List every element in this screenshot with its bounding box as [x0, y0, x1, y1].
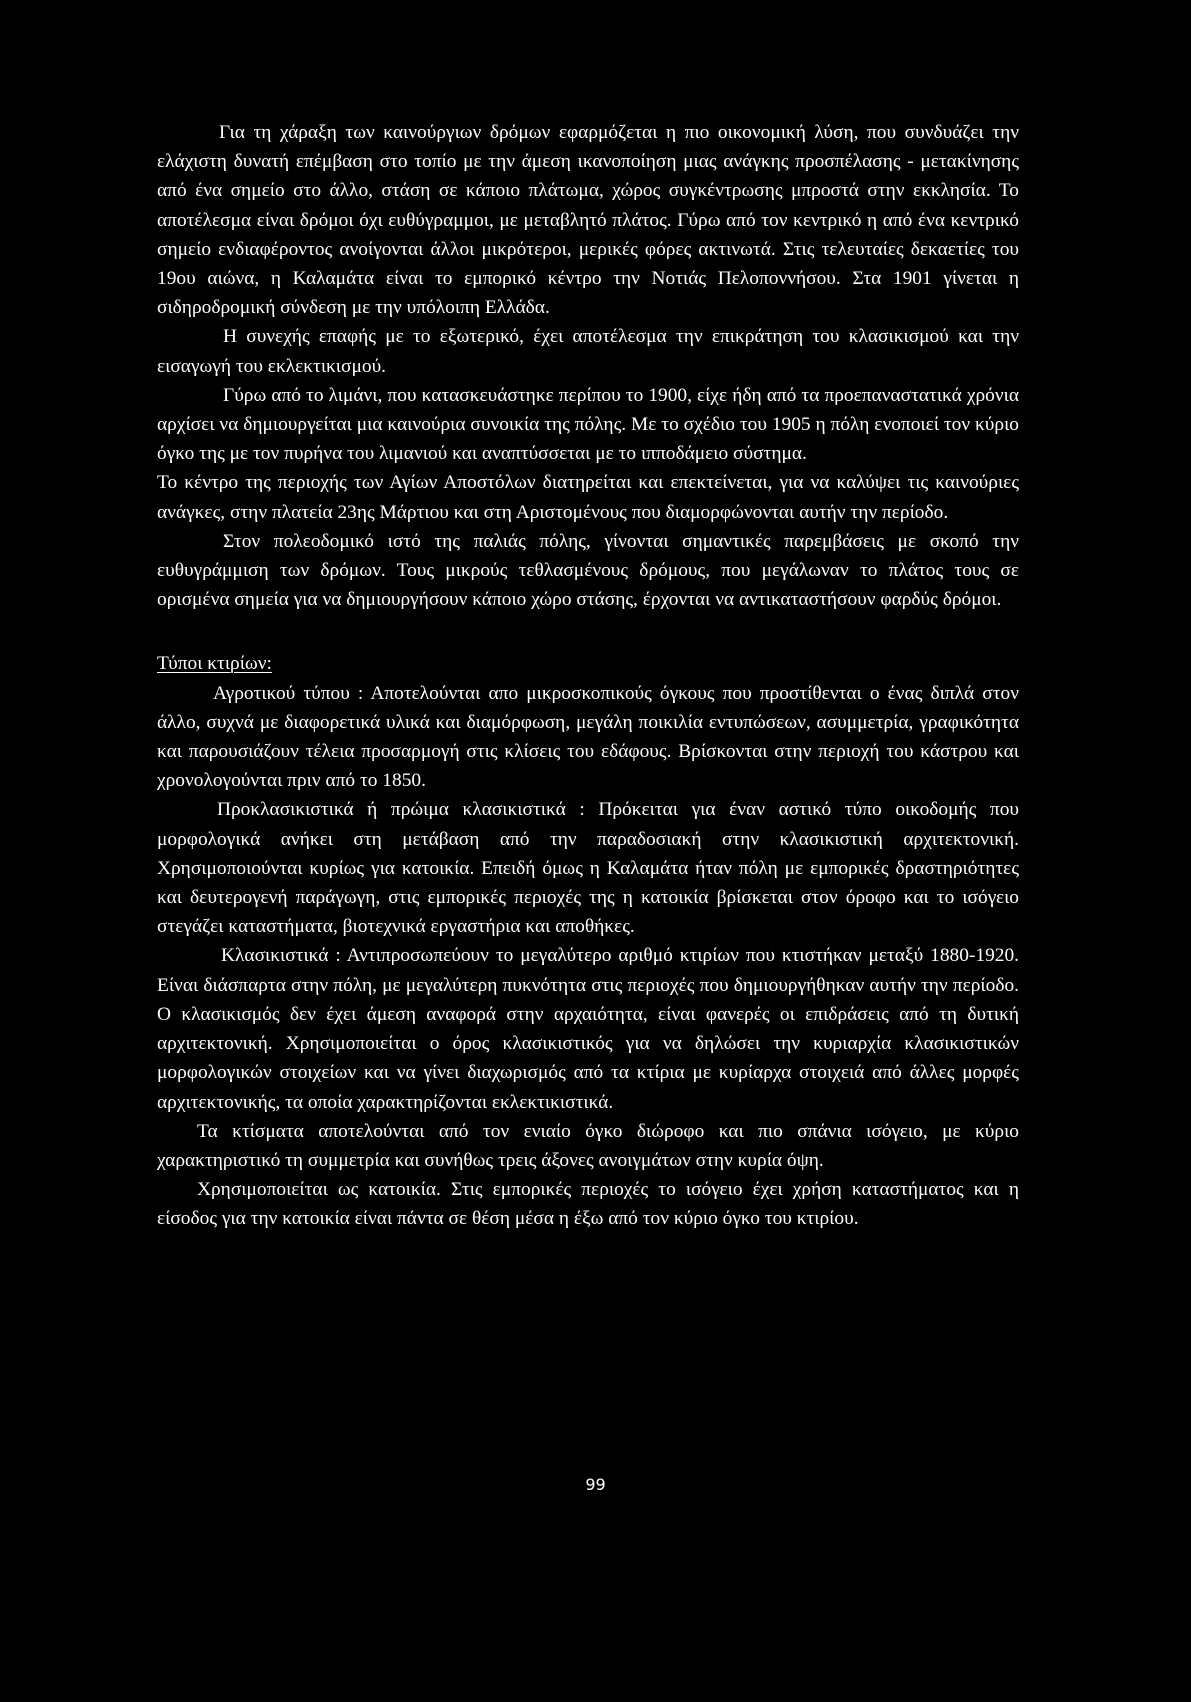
- paragraph-rural-type: Αγροτικού τύπου : Αποτελούνται απο μικροσκοπικούς όγκους που προστίθενται ο ένας διπλά στον άλλο, συχνά με διαφορετικά υλικά και διαμόρφωση, μεγάλη ποικιλία εντυπώσεων, ασυμμετρία, γραφικότητα και παρουσιάζουν τέλεια προσαρμογή στις κλίσεις του εδάφους. Βρίσκονται στην περιοχή του κάστρου και χρονολογούνται πριν από το 1850.: [157, 682, 1019, 792]
- paragraph-old-town: Στον πολεοδομικό ιστό της παλιάς πόλης, γίνονται σημαντικές παρεμβάσεις με σκοπό την ευθυγράμμιση των δρόμων. Τους μικρούς τεθλασμένους δρόμους, που μεγάλωναν το πλάτος τους σε ορισμένα σημεία για να δημιουργήσουν κάποιο χώρο στάσης, έρχονται να αντικαταστήσουν φαρδύς δρόμοι.: [157, 530, 1019, 611]
- page-body: [157, 118, 1019, 1234]
- paragraph-usage: Χρησιμοποιείται ως κατοικία. Στις εμπορικές περιοχές το ισόγειο έχει χρήση καταστήματος και η είσοδος για την κατοικία είναι πάντα σε θέση μέσα η έξω από τον κύριο όγκο του κτιρίου.: [157, 1179, 1019, 1230]
- paragraph-agioi-apostoloi: Το κέντρο της περιοχής των Αγίων Αποστόλων διατηρείται και επεκτείνεται, για να καλύψει τις καινούριες ανάγκες, στην πλατεία 23ης Μάρτιου και στη Αριστομένους που διαμορφώνονται αυτήν την περίοδο.: [157, 472, 1019, 523]
- paragraph-street-layout: Για τη χάραξη των καινούργιων δρόμων εφαρμόζεται η πιο οικονομική λύση, που συνδυάζει την ελάχιστη δυνατή επέμβαση στο τοπίο με την άμεση ικανοποίηση μιας ανάγκης προσπέλασης - μετακίνησης από ένα σημείο στο άλλο, στάση σε κάποιο πλάτωμα, χώρος συγκέντρωσης μπροστά στην εκκλησία. Το αποτέλεσμα είναι δρόμοι όχι ευθύγραμμοι, με μεταβλητό πλάτος. Γύρω από τον κεντρικό η από ένα κεντρικό σημείο ενδιαφέροντος ανοίγονται άλλοι μικρότεροι, μερικές φόρες ακτινωτά. Στις τελευταίες δεκαετίες του 19ου αιώνα, η Καλαμάτα είναι το εμπορικό κέντρο την Νοτιάς Πελοποννήσου. Στα 1901 γίνεται η σιδηροδρομική σύνδεση με την υπόλοιπη Ελλάδα.: [157, 122, 1019, 319]
- paragraph-harbour: Γύρω από το λιμάνι, που κατασκευάστηκε περίπου το 1900, είχε ήδη από τα προεπαναστατικά χρόνια αρχίσει να δημιουργείται μια καινούρια συνοικία της πόλης. Με το σχέδιο του 1905 η πόλη ενοποιεί τον κύριο όγκο της με τον πυρήνα του λιμανιού και αναπτύσσεται με το ιπποδάμειο σύστημα.: [157, 384, 1019, 465]
- paragraph-buildings-form: Τα κτίσματα αποτελούνται από τον ενιαίο όγκο διώροφο και πιο σπάνια ισόγειο, με κύριο χαρακτηριστικό τη συμμετρία και συνήθως τρεις άξονες ανοιγμάτων στην κυρία όψη.: [157, 1120, 1019, 1171]
- section-heading: Τύποι κτιρίων:: [157, 653, 272, 675]
- page-number: 99: [585, 1475, 606, 1494]
- paragraph-classical: Κλασικιστικά : Αντιπροσωπεύουν το μεγαλύτερο αριθμό κτιρίων που κτιστήκαν μεταξύ 1880-1920. Είναι διάσπαρτα στην πόλη, με μεγαλύτερη πυκνότητα στις περιοχές που δημιουργήθηκαν αυτήν την περίοδο. Ο κλασικισμός δεν έχει άμεση αναφορά στην αρχαιότητα, είναι φανερές οι επιδράσεις από τη δυτική αρχιτεκτονική. Χρησιμοποιείται ο όρος κλασικιστικός για να δηλώσει την κυριαρχία κλασικιστικών μορφολογικών στοιχείων και να γίνει διαχωρισμός από τα κτίρια με κυρίαρχα στοιχειά από άλλες μορφές αρχιτεκτονικής, τα οποία χαρακτηρίζονται εκλεκτικιστικά.: [157, 945, 1019, 1113]
- paragraph-proto-classical: Προκλασικιστικά ή πρώιμα κλασικιστικά : Πρόκειται για έναν αστικό τύπο οικοδομής που μορφολογικά ανήκει στη μετάβαση από την παραδοσιακή στην κλασικιστική αρχιτεκτονική. Χρησιμοποιούνται κυρίως για κατοικία. Επειδή όμως η Καλαμάτα ήταν πόλη με εμπορικές δραστηριότητες και δευτερογενή παράγωγη, στις εμπορικές περιοχές της η κατοικία βρίσκεται στον όροφο και το ισόγειο στεγάζει καταστήματα, βιοτεχνικά εργαστήρια και αποθήκες.: [157, 799, 1019, 938]
- section-building-types: [157, 649, 1019, 1233]
- paragraph-foreign-contact: Η συνεχής επαφής με το εξωτερικό, έχει αποτέλεσμα την επικράτηση του κλασικισμού και την εισαγωγή του εκλεκτικισμού.: [157, 326, 1019, 377]
